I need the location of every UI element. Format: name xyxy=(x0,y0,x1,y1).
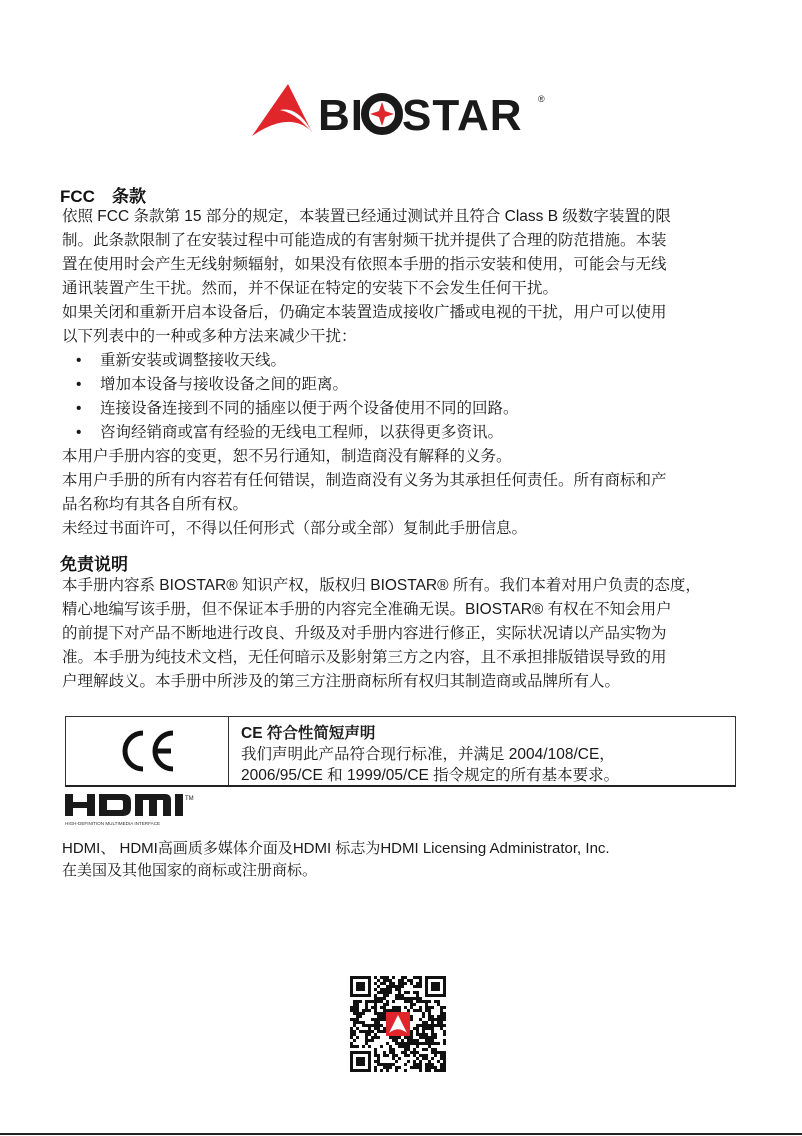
fcc-heading: FCC 条款 xyxy=(60,187,146,206)
ce-text-line: 2006/95/CE 和 1999/05/CE 指令规定的所有基本要求。 xyxy=(241,767,620,784)
fcc-line: 如果关闭和重新开启本设备后，仍确定本装置造成接收广播或电视的干扰，用户可以使用 xyxy=(62,304,667,321)
fcc-line: 品名称均有其各自所有权。 xyxy=(62,496,249,513)
fcc-line: 通讯装置产生干扰。然而，并不保证在特定的安装下不会发生任何干扰。 xyxy=(62,280,559,297)
hdmi-note-line: HDMI、 HDMI高画质多媒体介面及HDMI 标志为HDMI Licensing Administrator, Inc. xyxy=(62,840,610,857)
fcc-line: 依照 FCC 条款第 15 部分的规定，本装置已经通过测试并且符合 Class B 级数字装置的限 xyxy=(62,208,671,225)
disclaimer-line: 精心地编写该手册，但不保证本手册的内容完全准确无误。BIOSTAR® 有权在不知会用户 xyxy=(62,601,672,618)
ce-title: CE 符合性简短声明 xyxy=(241,725,376,742)
bottom-divider xyxy=(0,1133,802,1135)
disclaimer-line: 本手册内容系 BIOSTAR® 知识产权，版权归 BIOSTAR® 所有。我们本着对用户负责的态度， xyxy=(62,577,701,594)
fcc-line: 以下列表中的一种或多种方法来减少干扰： xyxy=(62,328,357,345)
hdmi-logo xyxy=(65,792,205,833)
disclaimer-heading: 免责说明 xyxy=(60,555,128,574)
disclaimer-line: 户理解歧义。本手册中所涉及的第三方注册商标所有权归其制造商或品牌所有人。 xyxy=(62,673,621,690)
fcc-bullet: • 咨询经销商或富有经验的无线电工程师，以获得更多资讯。 xyxy=(62,421,752,445)
hdmi-tm: TM xyxy=(185,796,194,802)
disclaimer-line: 的前提下对产品不断地进行改良、升级及对手册内容进行修正，实际状况请以产品实物为 xyxy=(62,625,667,642)
ce-declaration-box xyxy=(65,716,736,787)
fcc-line: 未经过书面许可，不得以任何形式（部分或全部）复制此手册信息。 xyxy=(62,520,528,537)
fcc-line: 本用户手册内容的变更，恕不另行通知，制造商没有解释的义务。 xyxy=(62,448,512,465)
disclaimer-line: 准。本手册为纯技术文档，无任何暗示及影射第三方之内容，且不承担排版错误导致的用 xyxy=(62,649,667,666)
ce-mark-icon xyxy=(66,717,229,785)
svg-text:BI: BI xyxy=(318,91,364,138)
svg-text:STAR: STAR xyxy=(402,91,523,138)
hdmi-tagline: HIGH-DEFINITION MULTIMEDIA INTERFACE xyxy=(65,821,161,826)
fcc-bullet: • 连接设备连接到不同的插座以便于两个设备使用不同的回路。 xyxy=(62,397,752,421)
fcc-section xyxy=(62,205,752,541)
fcc-bullet: • 增加本设备与接收设备之间的距离。 xyxy=(62,373,752,397)
fcc-line: 本用户手册的所有内容若有任何错误，制造商没有义务为其承担任何责任。所有商标和产 xyxy=(62,472,667,489)
biostar-logo xyxy=(250,80,550,138)
fcc-bullet: • 重新安装或调整接收天线。 xyxy=(62,349,752,373)
hdmi-note-line: 在美国及其他国家的商标或注册商标。 xyxy=(62,862,318,879)
svg-text:®: ® xyxy=(538,94,545,104)
fcc-line: 置在使用时会产生无线射频辐射，如果没有依照本手册的指示安装和使用，可能会与无线 xyxy=(62,256,667,273)
qr-code xyxy=(350,976,446,1072)
fcc-line: 制。此条款限制了在安装过程中可能造成的有害射频干扰并提供了合理的防范措施。本装 xyxy=(62,232,667,249)
ce-text-line: 我们声明此产品符合现行标准，并满足 2004/108/CE， xyxy=(241,746,615,763)
disclaimer-section xyxy=(62,574,752,694)
hdmi-trademark-note xyxy=(62,838,610,882)
